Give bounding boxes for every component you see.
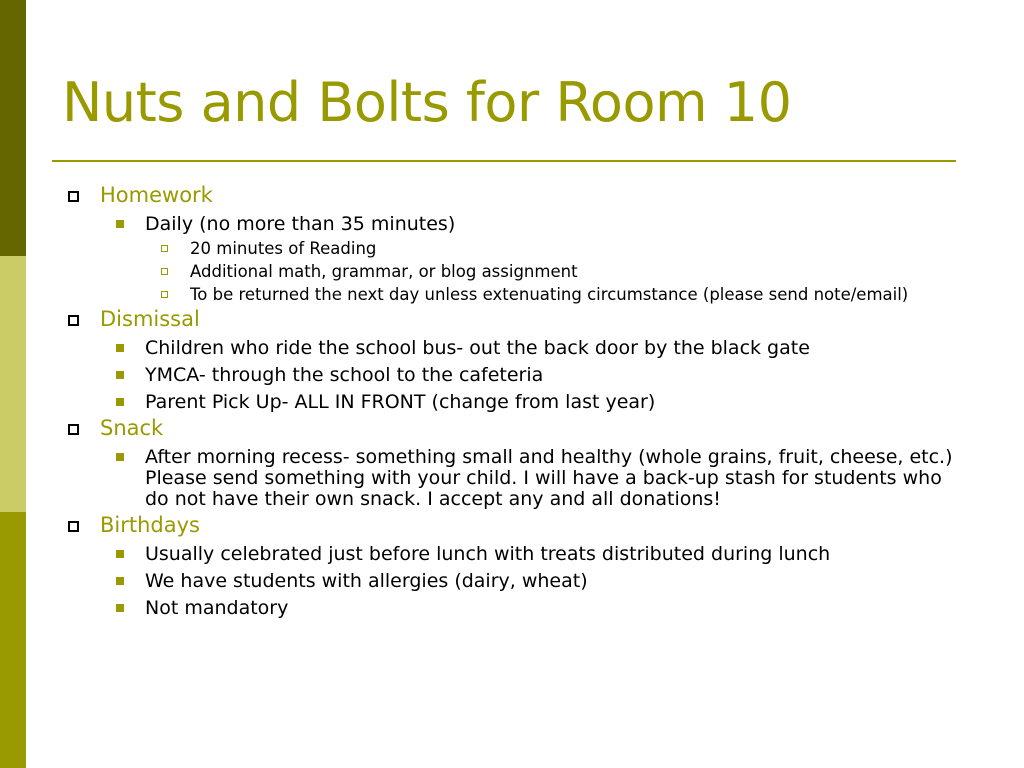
small-hollow-square-bullet-icon [161, 245, 168, 252]
item-text: Daily (no more than 35 minutes) [145, 213, 456, 235]
item-list [100, 338, 962, 413]
filled-square-bullet-icon [116, 220, 124, 228]
hollow-square-bullet-icon [68, 521, 79, 532]
side-bar-top-segment [0, 0, 26, 256]
hollow-square-bullet-icon [68, 191, 79, 202]
title-divider [52, 160, 956, 162]
section-heading: Homework [100, 183, 213, 207]
section-homework [62, 183, 962, 304]
list-item [100, 598, 962, 619]
item-text: Children who ride the school bus- out the back door by the black gate [145, 337, 810, 359]
filled-square-bullet-icon [116, 604, 124, 612]
item-list [100, 544, 962, 619]
filled-square-bullet-icon [116, 577, 124, 585]
item-text: Not mandatory [145, 597, 289, 619]
slide-content [62, 180, 962, 619]
hollow-square-bullet-icon [68, 315, 79, 326]
small-hollow-square-bullet-icon [161, 291, 168, 298]
hollow-square-bullet-icon [68, 424, 79, 435]
list-item [100, 338, 962, 359]
subitem-text: To be returned the next day unless extenuating circumstance (please send note/email) [190, 285, 909, 304]
side-bar-middle-segment [0, 256, 26, 512]
filled-square-bullet-icon [116, 371, 124, 379]
section-snack [62, 416, 962, 510]
item-list [100, 214, 962, 304]
section-heading: Birthdays [100, 513, 200, 537]
list-item [100, 365, 962, 386]
side-bar-bottom-segment [0, 512, 26, 768]
filled-square-bullet-icon [116, 550, 124, 558]
list-item [100, 214, 962, 304]
small-hollow-square-bullet-icon [161, 268, 168, 275]
section-heading: Dismissal [100, 307, 200, 331]
list-item [100, 571, 962, 592]
list-item [100, 447, 962, 510]
filled-square-bullet-icon [116, 453, 124, 461]
section-list [62, 183, 962, 619]
section-birthdays [62, 513, 962, 619]
item-text: Usually celebrated just before lunch with treats distributed during lunch [145, 543, 831, 565]
item-text: YMCA- through the school to the cafeteria [145, 364, 544, 386]
section-dismissal [62, 307, 962, 413]
sub-list-item [145, 240, 962, 258]
list-item [100, 392, 962, 413]
subitem-list [145, 240, 962, 304]
subitem-text: Additional math, grammar, or blog assignment [190, 262, 578, 281]
side-accent-bar [0, 0, 26, 768]
section-heading: Snack [100, 416, 164, 440]
list-item [100, 544, 962, 565]
slide-title: Nuts and Bolts for Room 10 [62, 71, 792, 134]
sub-list-item [145, 286, 962, 304]
item-list [100, 447, 962, 510]
item-text: We have students with allergies (dairy, wheat) [145, 570, 588, 592]
filled-square-bullet-icon [116, 344, 124, 352]
filled-square-bullet-icon [116, 398, 124, 406]
subitem-text: 20 minutes of Reading [190, 239, 377, 258]
sub-list-item [145, 263, 962, 281]
item-text: Parent Pick Up- ALL IN FRONT (change from last year) [145, 391, 656, 413]
item-text: After morning recess- something small and healthy (whole grains, fruit, cheese, etc.) Please send something with your child. I will have a back-up stash for students who do not have their own snack. I accept any and all donations! [145, 446, 953, 510]
